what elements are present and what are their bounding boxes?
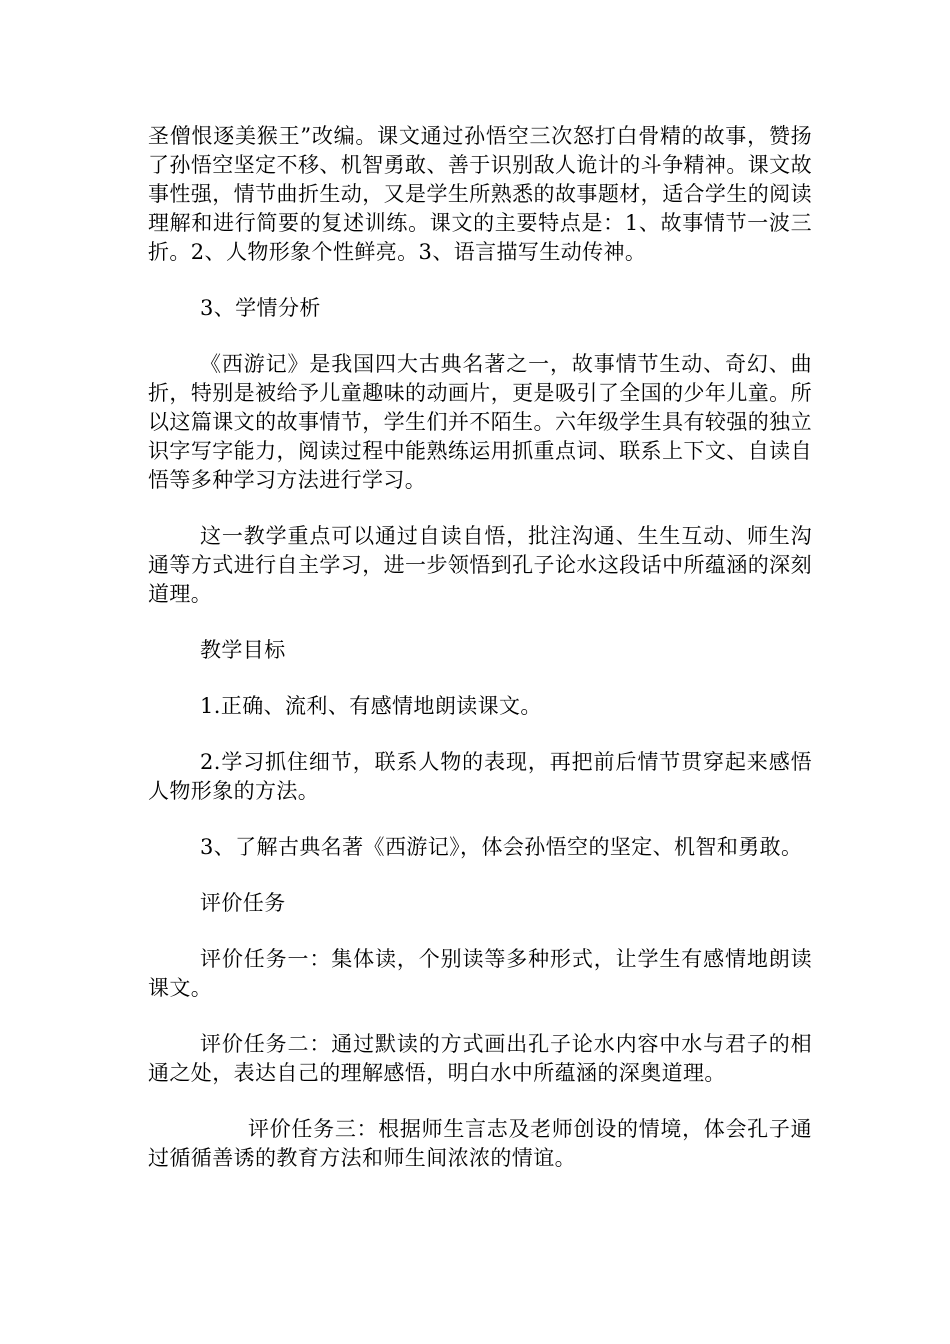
paragraph-learner-analysis: 《西游记》是我国四大古典名著之一，故事情节生动、奇幻、曲折，特别是被给予儿童趣味的动画片，更是吸引了全国的少年儿童。所以这篇课文的故事情节，学生们并不陌生。六年级学生具有较强的独立识字写字能力，阅读过程中能熟练运用抓重点词、联系上下文、自读自悟等多种学习方法进行学习。 — [148, 352, 812, 492]
goal-item-1: 1.正确、流利、有感情地朗读课文。 — [200, 694, 542, 718]
evaluation-task-3: 评价任务三：根据师生言志及老师创设的情境，体会孔子通过循循善诱的教育方法和师生间浓浓的情谊。 — [148, 1117, 812, 1170]
document-body — [148, 122, 812, 1173]
paragraph-lesson-summary: 圣僧恨逐美猴王”改编。课文通过孙悟空三次怒打白骨精的故事，赞扬了孙悟空坚定不移、机智勇敢、善于识别敌人诡计的斗争精神。课文故事性强，情节曲折生动，又是学生所熟悉的故事题材，适合学生的阅读理解和进行简要的复述训练。课文的主要特点是：1、故事情节一波三折。2、人物形象个性鲜亮。3、语言描写生动传神。 — [148, 124, 812, 264]
goal-item-3: 3、了解古典名著《西游记》，体会孙悟空的坚定、机智和勇敢。 — [200, 835, 803, 859]
heading-evaluation-tasks: 评价任务 — [200, 891, 286, 915]
paragraph-teaching-focus: 这一教学重点可以通过自读自悟，批注沟通、生生互动、师生沟通等方式进行自主学习，进一步领悟到孔子论水这段话中所蕴涵的深刻道理。 — [148, 524, 812, 606]
heading-teaching-goals: 教学目标 — [200, 638, 286, 662]
heading-learner-analysis: 3、学情分析 — [200, 296, 321, 320]
evaluation-task-1: 评价任务一：集体读，个别读等多种形式，让学生有感情地朗读课文。 — [148, 947, 812, 1000]
evaluation-task-2: 评价任务二：通过默读的方式画出孔子论水内容中水与君子的相通之处，表达自己的理解感悟，明白水中所蕴涵的深奥道理。 — [148, 1032, 812, 1085]
goal-item-2: 2.学习抓住细节，联系人物的表现，再把前后情节贯穿起来感悟人物形象的方法。 — [148, 750, 812, 803]
